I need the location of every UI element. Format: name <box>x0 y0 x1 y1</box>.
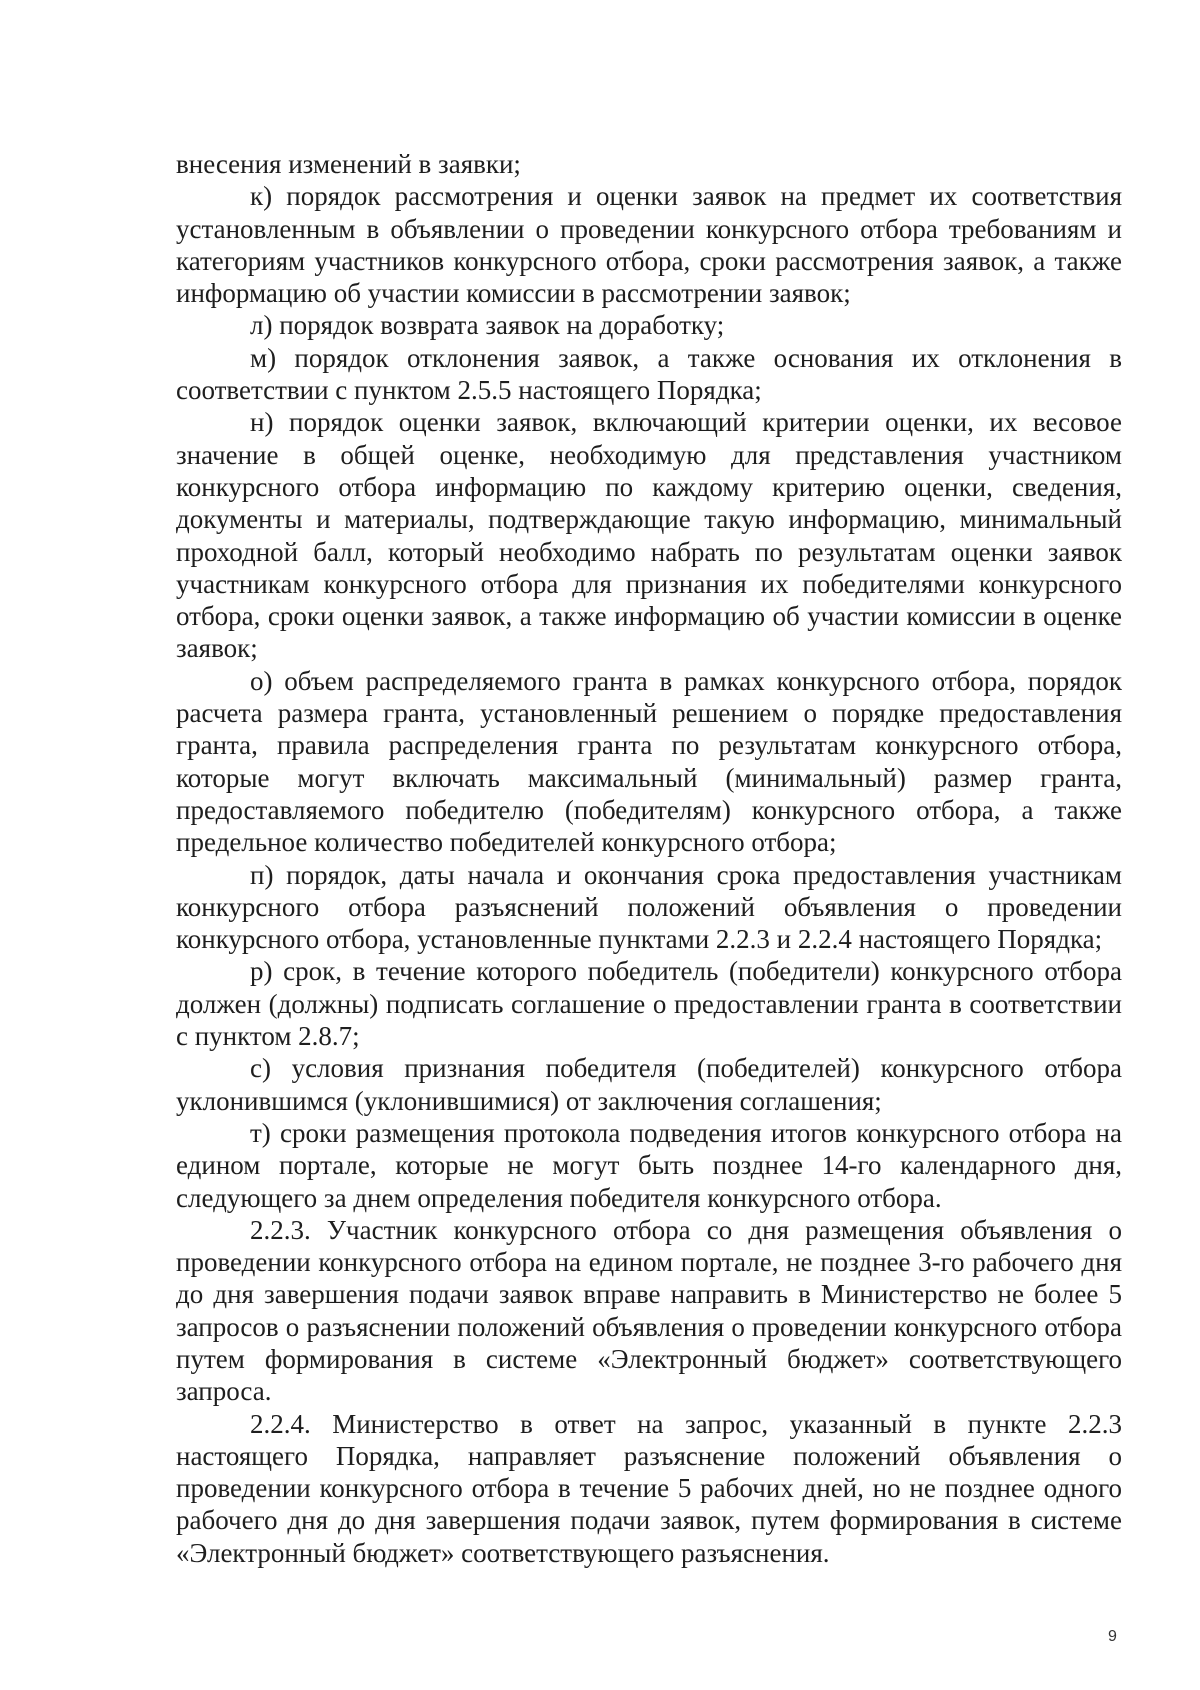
paragraph-item-k: к) порядок рассмотрения и оценки заявок на предмет их соответствия установленным в объявлении о проведении конкурсного отбора требованиям и категориям участников конкурсного отбора, сроки рассмотрения заявок, а также информацию об участии комиссии в рассмотрении заявок; <box>176 181 1122 309</box>
paragraph-item-n: н) порядок оценки заявок, включающий критерии оценки, их весовое значение в общей оценке, необходимую для представления участником конкурсного отбора информацию по каждому критерию оценки, сведения, документы и материалы, подтверждающие такую информацию, минимальный проходной балл, который необходимо набрать по результатам оценки заявок участникам конкурсного отбора для признания их победителями конкурсного отбора, сроки оценки заявок, а также информацию об участии комиссии в оценке заявок; <box>176 407 1122 664</box>
paragraph-item-o: о) объем распределяемого гранта в рамках конкурсного отбора, порядок расчета размера гранта, установленный решением о порядке предоставления гранта, правила распределения гранта по результатам конкурсного отбора, которые могут включать максимальный (минимальный) размер гранта, предоставляемого победителю (победителям) конкурсного отбора, а также предельное количество победителей конкурсного отбора; <box>176 665 1122 858</box>
paragraph-item-p: п) порядок, даты начала и окончания срока предоставления участникам конкурсного отбора разъяснений положений объявления о проведении конкурсного отбора, установленные пунктами 2.2.3 и 2.2.4 настоящего Порядка; <box>176 859 1122 955</box>
paragraph-2-2-4: 2.2.4. Министерство в ответ на запрос, указанный в пункте 2.2.3 настоящего Порядка, направляет разъяснение положений объявления о проведении конкурсного отбора в течение 5 рабочих дней, но не позднее одного рабочего дня до дня завершения подачи заявок, путем формирования в системе «Электронный бюджет» соответствующего разъяснения. <box>176 1408 1122 1568</box>
paragraph-item-s: с) условия признания победителя (победителей) конкурсного отбора уклонившимся (уклонившимися) от заключения соглашения; <box>176 1053 1122 1116</box>
paragraph-item-m: м) порядок отклонения заявок, а также основания их отклонения в соответствии с пунктом 2.5.5 настоящего Порядка; <box>176 342 1122 406</box>
document-body <box>176 148 1122 1569</box>
paragraph-item-r: р) срок, в течение которого победитель (победители) конкурсного отбора должен (должны) подписать соглашение о предоставлении гранта в соответствии с пунктом 2.8.7; <box>176 956 1122 1052</box>
paragraph-continuation: внесения изменений в заявки; <box>176 149 521 179</box>
paragraph-item-l: л) порядок возврата заявок на доработку; <box>250 310 725 341</box>
paragraph-item-t: т) сроки размещения протокола подведения итогов конкурсного отбора на едином портале, которые не могут быть позднее 14-го календарного дня, следующего за днем определения победителя конкурсного отбора. <box>176 1117 1122 1213</box>
paragraph-2-2-3: 2.2.3. Участник конкурсного отбора со дня размещения объявления о проведении конкурсного отбора на едином портале, не позднее 3-го рабочего дня до дня завершения подачи заявок вправе направить в Министерство не более 5 запросов о разъяснении положений объявления о проведении конкурсного отбора путем формирования в системе «Электронный бюджет» соответствующего запроса. <box>176 1214 1122 1407</box>
page-number: 9 <box>1108 1628 1117 1645</box>
